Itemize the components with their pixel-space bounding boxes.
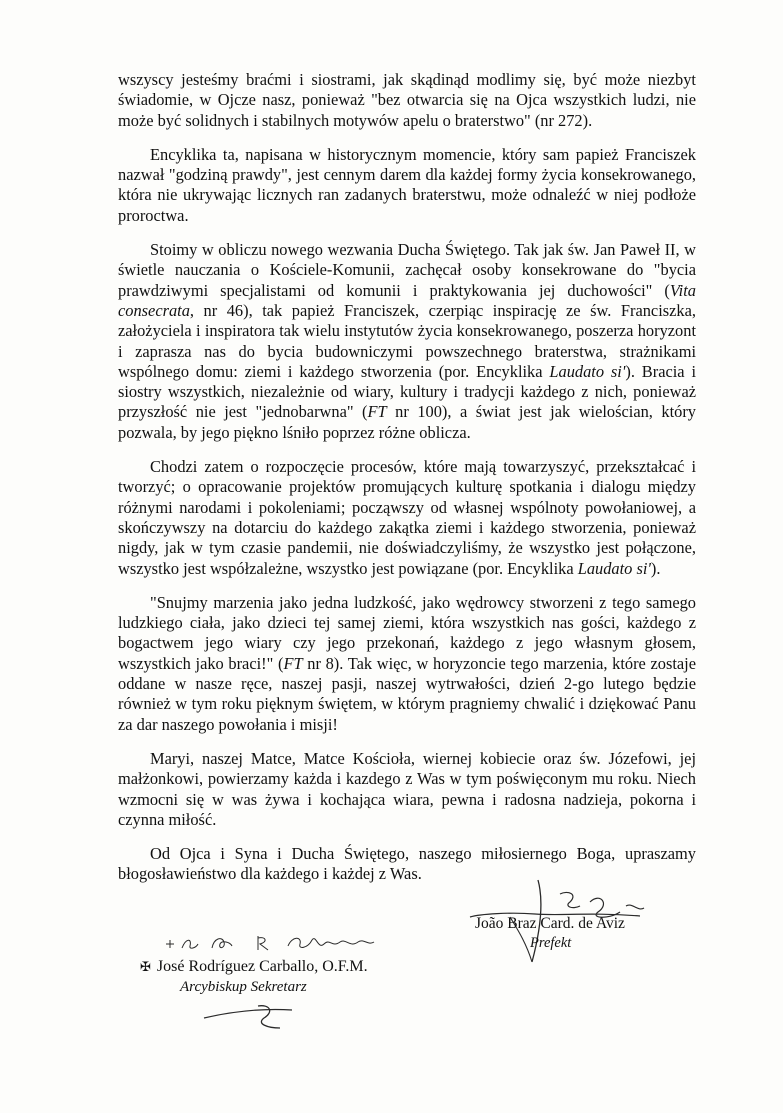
text-segment: , nr 46), tak papież Franciszek, czerpiąc inspirację ze św. Franciszka, założyciela i inspiratora tak wielu instytutów życia konsekrowanego, poszerza horyzont i zaprasza nas do bycia budowniczymi powszechnego braterstwa, strażnikami wspólnego domu: ziemi i każdego stworzenia (por. Encyklika xyxy=(118,300,696,381)
letter-body xyxy=(118,70,696,899)
signature-flourish xyxy=(200,998,310,1034)
paragraph xyxy=(118,145,696,226)
text-segment: Maryi, naszej Matce, Matce Kościoła, wiernej kobiecie oraz św. Józefowi, jej małżonkowi, powierzamy każda i kazdego z Was w tym poświęconym mu roku. Niech wzmocni się w was żywa i kochająca wiara, pewna i radosna nadzieja, pokorna i czynna miłość. xyxy=(118,748,696,829)
secretary-name: José Rodríguez Carballo, O.F.M. xyxy=(156,958,368,975)
paragraph xyxy=(118,457,696,579)
prefect-role: Prefekt xyxy=(530,935,572,951)
italic-citation: Laudato si' xyxy=(577,558,651,578)
prefect-name: João Braz Card. de Aviz xyxy=(475,915,625,932)
italic-citation: FT xyxy=(283,653,303,673)
text-segment: "Snujmy marzenia jako jedna ludzkość, jako wędrowcy stworzeni z tego samego ludzkiego ciała, jako dzieci tej samej ziemi, która wszystkich nas gości, każdego z bogactwem jego wiary czy jego przekonań, każdego z jego własnym głosem, wszystkich jako braci!" ( xyxy=(118,592,696,673)
paragraph xyxy=(118,749,696,830)
paragraph xyxy=(118,240,696,443)
italic-citation: Vita consecrata xyxy=(118,280,696,320)
text-segment: ). xyxy=(650,558,661,578)
cross-icon: ✠ xyxy=(140,959,151,974)
handwritten-signature-secretary xyxy=(162,930,392,956)
italic-citation: Laudato si' xyxy=(549,361,626,381)
text-segment: Encyklika ta, napisana w historycznym momencie, który sam papież Franciszek nazwał "godziną prawdy", jest cennym darem dla każdej formy życia konsekrowanego, która nie ukrywając licznych ran zadanych braterstwu, może odnaleźć w niej podłoże proroctwa. xyxy=(118,144,696,225)
text-segment: Stoimy w obliczu nowego wezwania Ducha Świętego. Tak jak św. Jan Paweł II, w świetle nauczania o Kościele-Komunii, zachęcał osoby konsekrowane do "bycia prawdziwymi specjalistami od komunii i praktykowania jej duchowości" ( xyxy=(118,240,696,300)
text-segment: wszyscy jesteśmy braćmi i siostrami, jak skądinąd modlimy się, być może niezbyt świadomie, w Ojcze nasz, ponieważ "bez otwarcia się na Ojca wszystkich ludzi, nie może być solidnych i stabilnych motywów apelu o braterstwo" (nr 272). xyxy=(118,70,696,130)
text-segment: Od Ojca i Syna i Ducha Świętego, naszego miłosiernego Boga, upraszamy błogosławieństwo dla każdego i każdej z Was. xyxy=(118,844,696,884)
paragraph xyxy=(118,70,696,131)
text-segment: nr 8). Tak więc, w horyzoncie tego marzenia, które zostaje oddane w nasze ręce, naszej pasji, naszej wytrwałości, dzień 2-go lutego będzie również w tym roku pięknym świętem, w którym pragniemy chwalić i dziękować Panu za dar naszego powołania i misji! xyxy=(118,653,697,734)
text-segment: ). Bracia i siostry wszystkich, niezależnie od wiary, kultury i tradycji każdego z nich, ponieważ przyszłość nie jest "jednobarwna" ( xyxy=(118,361,696,422)
signature-block-prefect xyxy=(440,872,700,972)
secretary-name-line xyxy=(140,958,368,976)
italic-citation: FT xyxy=(367,402,387,422)
text-segment: Chodzi zatem o rozpoczęcie procesów, które mają towarzyszyć, przekształcać i tworzyć; o opracowanie projektów promujących kulturę spotkania i dialogu między różnymi narodami i pokoleniami; począwszy od własnej wspólnoty powołaniowej, a skończywszy na dotarciu do każdego zakątka ziemi i każdego stworzenia, ponieważ nigdy, jak w tym czasie pandemii, nie doświadczyliśmy, że wszystko jest połączone, wszystko jest współzależne, wszystko jest powiązane (por. Encyklika xyxy=(118,457,696,578)
text-segment: nr 100), a świat jest jak wielościan, który pozwala, by jego piękno lśniło poprzez różne oblicza. xyxy=(118,402,696,442)
secretary-role: Arcybiskup Sekretarz xyxy=(180,979,307,995)
paragraph xyxy=(118,593,696,735)
